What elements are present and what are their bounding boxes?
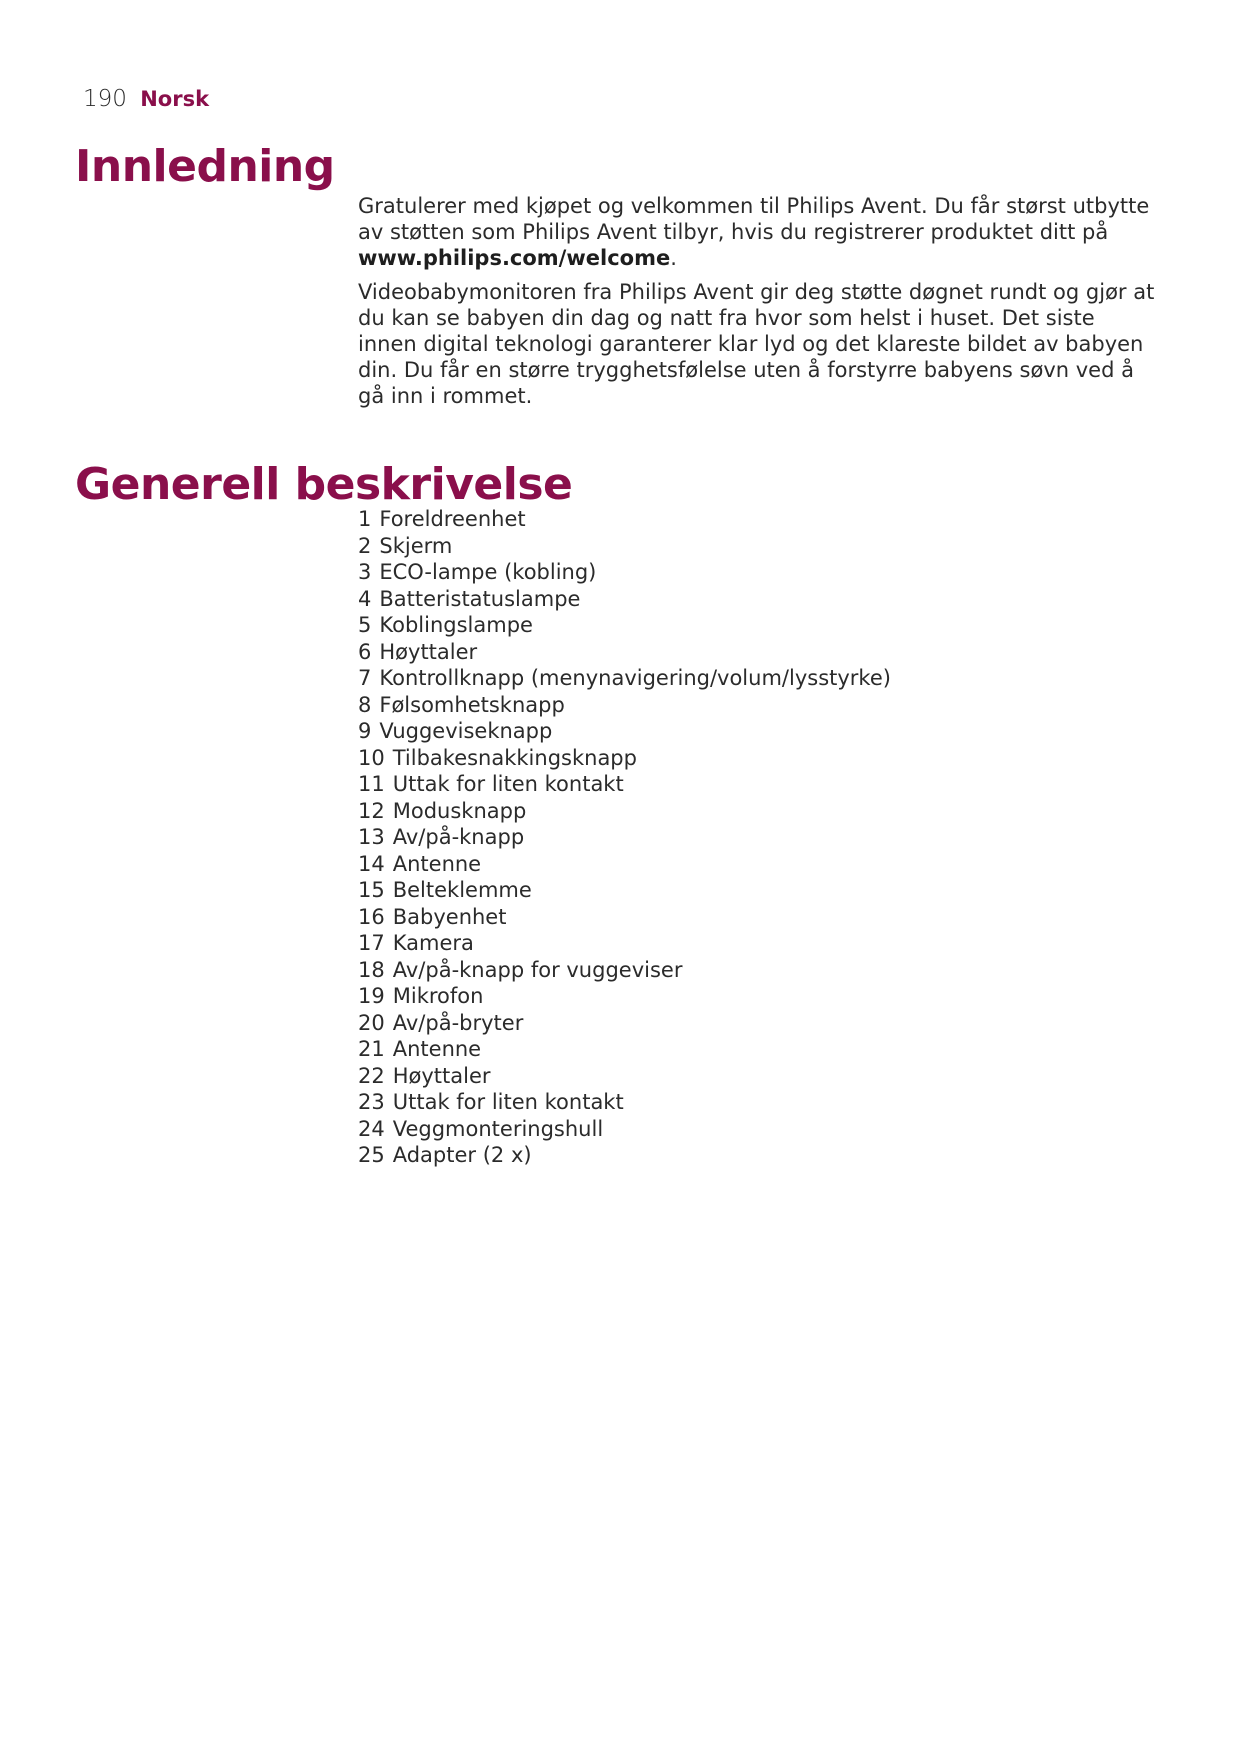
list-item-number: 13 [358,825,385,849]
list-item-number: 16 [358,904,385,929]
list-item-label: ECO-lampe (kobling) [379,560,597,584]
list-item [358,930,1158,957]
list-item [358,559,1158,586]
list-item [358,1010,1158,1037]
list-item-number: 22 [358,1063,385,1088]
list-item-label: Av/på-knapp [392,825,525,849]
intro-paragraph-2: Videobabymonitoren fra Philips Avent gir deg støtte døgnet rundt og gjør at du kan se babyen din dag og natt fra hvor som helst i huset. Det siste innen digital teknologi garanterer klar lyd og det klareste bildet av babyen din. Du får en større trygghetsfølelse uten å forstyrre babyens søvn ved å gå inn i rommet. [358,280,1155,408]
list-item [358,824,1158,851]
list-item [358,586,1158,613]
list-item-number: 10 [358,745,385,770]
list-item-number: 3 [358,560,372,584]
page-number: 190 [83,86,127,112]
list-item-number: 14 [358,851,385,876]
intro-paragraph-1-text: Gratulerer med kjøpet og velkommen til Philips Avent. Du får størst utbytte av støtten som Philips Avent tilbyr, hvis du registrerer produktet ditt på [358,194,1150,244]
list-item-label: Høyttaler [392,1063,491,1088]
list-item [358,957,1158,984]
list-item-number: 6 [358,639,372,664]
list-item-label: Mikrofon [392,984,484,1008]
list-item-number: 2 [358,533,372,558]
list-item [358,665,1158,692]
list-item [358,718,1158,745]
list-item [358,1142,1158,1169]
list-item-number: 11 [358,772,385,796]
list-item [358,904,1158,931]
intro-paragraph-1-end: . [670,246,677,270]
list-item-number: 19 [358,984,385,1008]
list-item [358,1063,1158,1090]
list-item-number: 8 [358,692,372,717]
list-item-label: Adapter (2 x) [392,1143,532,1167]
list-item-label: Vuggeviseknapp [379,719,553,743]
list-item [358,745,1158,772]
welcome-link[interactable]: www.philips.com/welcome [358,246,671,270]
list-item-label: Antenne [392,1037,482,1061]
list-item [358,983,1158,1010]
list-item-label: Skjerm [379,533,453,558]
list-item-label: Kamera [392,931,474,955]
list-item-number: 23 [358,1090,385,1114]
section-title-intro: Innledning [75,141,335,192]
list-item-number: 15 [358,878,385,902]
list-item-number: 18 [358,957,385,982]
list-item-label: Modusknapp [392,798,527,823]
list-item-number: 17 [358,931,385,955]
list-item-label: Koblingslampe [379,613,533,637]
list-item-label: Av/på-bryter [392,1010,524,1035]
list-item [358,877,1158,904]
list-item-number: 24 [358,1116,385,1141]
page-header [83,84,209,114]
list-item-label: Uttak for liten kontakt [392,772,624,796]
list-item-label: Tilbakesnakkingsknapp [392,745,637,770]
intro-text [358,193,1158,417]
list-item-number: 25 [358,1143,385,1167]
section-title-general: Generell beskrivelse [75,459,573,510]
list-item-label: Uttak for liten kontakt [392,1090,624,1114]
list-item-number: 9 [358,719,372,743]
list-item-label: Høyttaler [379,639,478,664]
list-item [358,533,1158,560]
parts-list [358,506,1158,1169]
list-item [358,612,1158,639]
list-item-number: 12 [358,798,385,823]
intro-paragraph-1 [358,193,1158,271]
list-item-label: Veggmonteringshull [392,1116,604,1141]
list-item-label: Babyenhet [392,904,507,929]
list-item-number: 20 [358,1010,385,1035]
list-item-label: Følsomhetsknapp [379,692,565,717]
list-item [358,506,1158,533]
list-item [358,639,1158,666]
list-item-label: Foreldreenhet [379,507,526,531]
list-item [358,1036,1158,1063]
list-item [358,692,1158,719]
list-item [358,1116,1158,1143]
list-item-label: Av/på-knapp for vuggeviser [392,957,683,982]
list-item [358,1089,1158,1116]
list-item-number: 4 [358,586,372,611]
list-item-number: 1 [358,507,372,531]
list-item-label: Belteklemme [392,878,532,902]
list-item-label: Antenne [392,851,482,876]
language-label: Norsk [140,87,210,111]
list-item-number: 5 [358,613,372,637]
list-item-label: Batteristatuslampe [379,586,581,611]
list-item-label: Kontrollknapp (menynavigering/volum/lysstyrke) [379,666,891,690]
list-item [358,851,1158,878]
list-item [358,798,1158,825]
list-item [358,771,1158,798]
list-item-number: 7 [358,666,372,690]
list-item-number: 21 [358,1037,385,1061]
